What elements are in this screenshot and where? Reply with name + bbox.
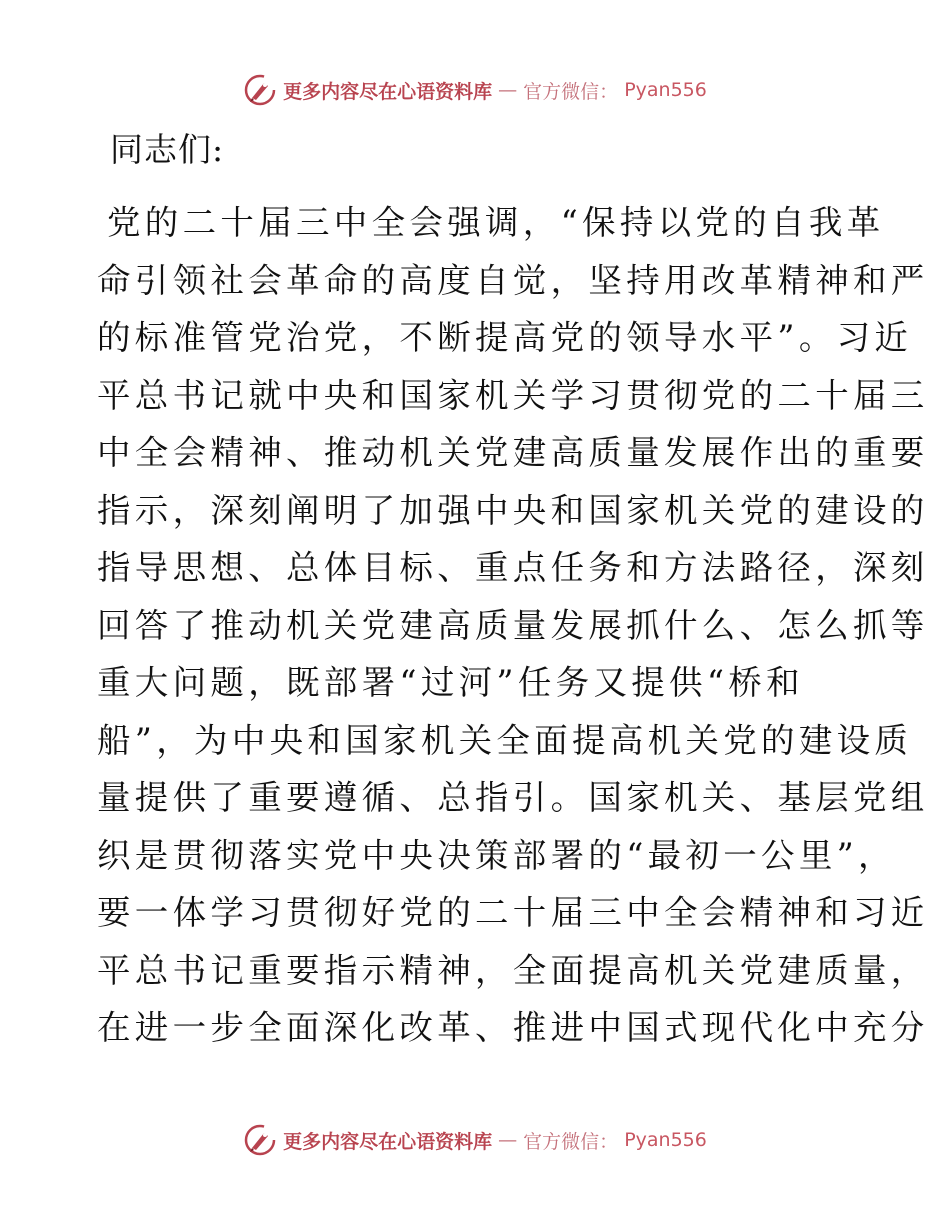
watermark-dash: — [498, 1129, 518, 1151]
watermark-label: 官方微信： [523, 80, 619, 103]
watermark-label: 官方微信： [523, 1130, 619, 1153]
watermark-dash: — [498, 79, 518, 101]
watermark-account: Pyan556 [624, 79, 707, 101]
pen-nib-logo-icon [243, 73, 277, 107]
text-line: 平总书记重要指示精神，全面提高机关党建质量， [97, 950, 929, 990]
text-line: 命引领社会革命的高度自觉，坚持用改革精神和严 [97, 260, 929, 300]
text-line: 量提供了重要遵循、总指引。国家机关、基层党组 [97, 778, 929, 817]
text-line: 重大问题，既部署“过河”任务又提供“桥和 [97, 663, 804, 702]
pen-nib-logo-icon [243, 1123, 277, 1157]
watermark-brand: 更多内容尽在心语资料库 [283, 80, 493, 103]
header-watermark [0, 70, 950, 110]
greeting: 同志们: [110, 130, 225, 169]
text-line: 平总书记就中央和国家机关学习贯彻党的二十届三 [97, 375, 929, 415]
watermark-brand: 更多内容尽在心语资料库 [283, 1130, 493, 1153]
text-line: 党的二十届三中全会强调，“保持以党的自我革 [107, 203, 885, 242]
text-line: 中全会精神、推动机关党建高质量发展作出的重要 [97, 433, 929, 472]
text-line: 要一体学习贯彻好党的二十届三中全会精神和习近 [97, 893, 929, 932]
text-line: 船”，为中央和国家机关全面提高机关党的建设质 [97, 720, 913, 760]
document-body [97, 194, 929, 1057]
footer-watermark [0, 1120, 950, 1160]
text-line: 指导思想、总体目标、重点任务和方法路径，深刻 [97, 548, 929, 587]
text-line: 织是贯彻落实党中央决策部署的“最初一公里”， [97, 835, 896, 875]
text-line: 回答了推动机关党建高质量发展抓什么、怎么抓等 [97, 605, 929, 645]
watermark-account: Pyan556 [624, 1129, 707, 1151]
text-line: 的标准管党治党，不断提高党的领导水平”。习近 [97, 318, 913, 357]
text-line: 在进一步全面深化改革、推进中国式现代化中充分 [97, 1008, 929, 1047]
text-line: 指示，深刻阐明了加强中央和国家机关党的建设的 [97, 490, 929, 530]
